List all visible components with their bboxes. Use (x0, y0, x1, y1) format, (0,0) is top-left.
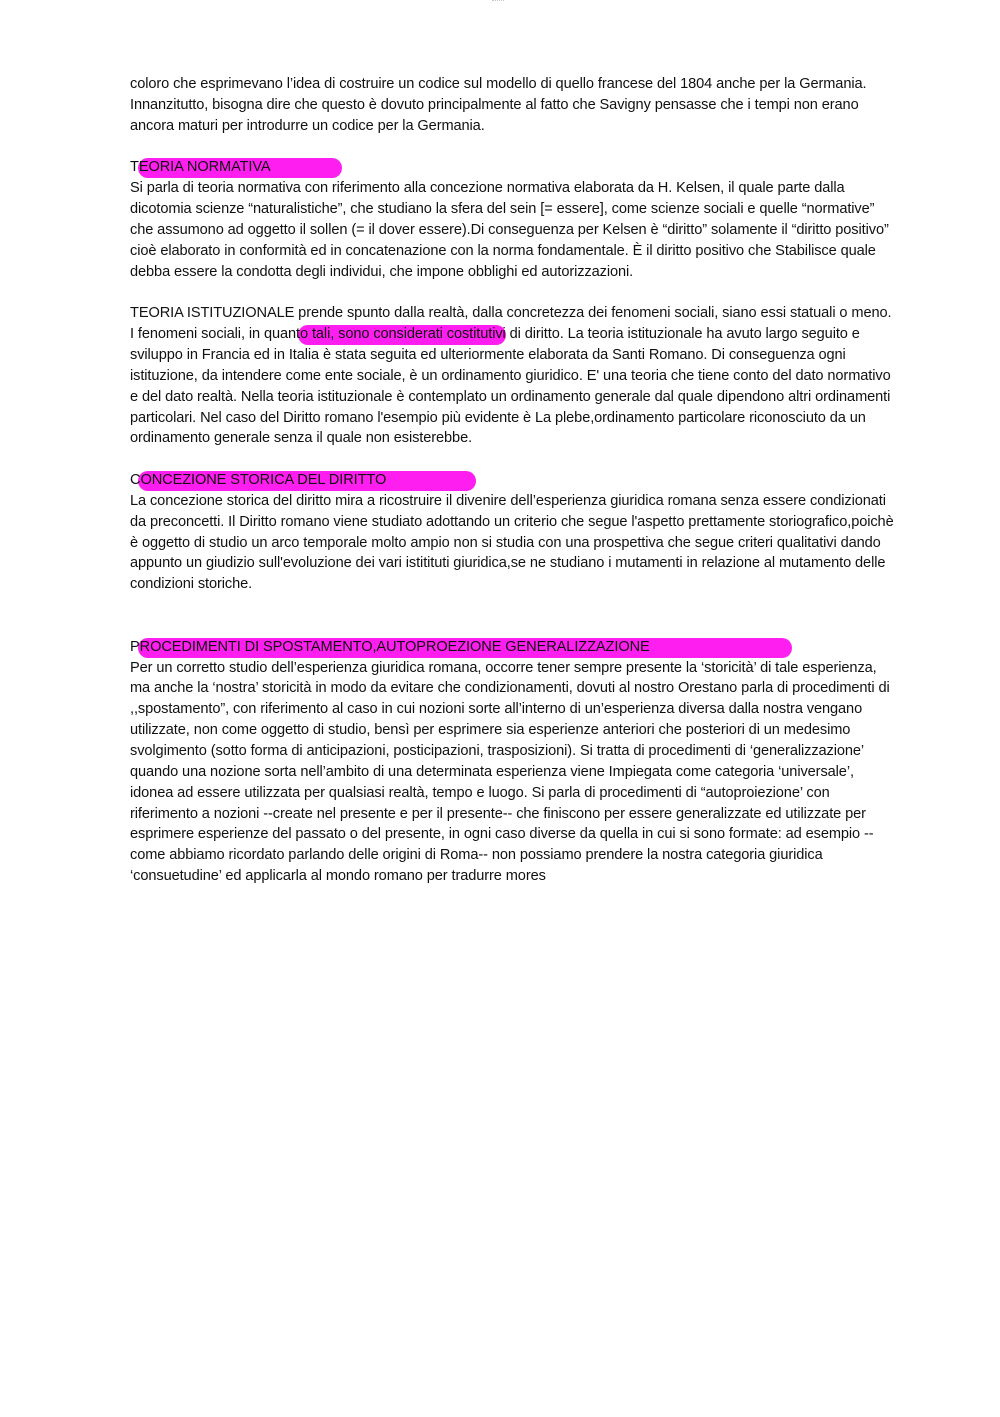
heading-procedimenti (130, 637, 898, 658)
heading-text: TEORIA NORMATIVA (130, 159, 271, 176)
normativa-paragraph: Si parla di teoria normativa con riferimento alla concezione normativa elaborata da H. Kelsen, il quale parte dalla dicotomia scienze “naturalistiche”, che studiano la sfera del sein [= essere], come scienze sociali e quelle “normative” che assumono ad oggetto il sollen (= il dover essere).Di conseguenza per Kelsen è “diritto” solamente il “diritto positivo” cioè elaborato in conformità ed in concatenazione con la norma fondamentale. È il diritto positivo che Stabilisce quale debba essere la condotta degli individui, che impone obblighi ed autorizzazioni. (130, 180, 889, 280)
istituzionale-section (130, 303, 898, 449)
document-body (130, 74, 898, 887)
procedimenti-paragraph: Per un corretto studio dell’esperienza giuridica romana, occorre tener sempre presente la ‘storicità’ di tale esperienza, ma anche la ‘nostra’ storicità in modo da evitare che condizionamenti, dovuti al nostro Orestano parla di procedimenti di ,,spostamento”, con riferimento al caso in cui nozioni sorte all’interno di un’esperienza diversa dalla nostra vengano utilizzate, non come oggetto di studio, bensì per esprimere sia esperienze anteriori che posteriori di un medesimo svolgimento (sotto forma di anticipazioni, posticipazioni, trasposizioni). Si tratta di procedimenti di ‘generalizzazione’ quando una nozione sorta nell’ambito di una determinata esperienza viene Impiegata come categoria ‘universale’, idonea ad essere utilizzata per qualsiasi realtà, tempo e luogo. Si parla di procedimenti di “autoproiezione’ con riferimento a nozioni --create nel presente e per il presente-- che finiscono per essere generalizzate ed utilizzate per esprimere esperienze del passato o del presente, in ogni caso diverse da quella in cui si sono formate: ad esempio --come abbiamo ricordato parlando delle origini di Roma-- non possiamo prendere la nostra categoria giuridica ‘consuetudine’ ed applicarla al mondo romano per tradurre mores (130, 659, 890, 885)
storica-paragraph: La concezione storica del diritto mira a ricostruire il divenire dell’esperienza giuridica romana senza essere condizionati da preconcetti. Il Diritto romano viene studiato adottando un criterio che segue l'aspetto prettamente storiografico,poichè è oggetto di studio un arco temporale molto ampio non si studia con una prospettiva che segue criteri qualitativi dando appunto un giudizio sull'evoluzione dei vari istitituti giuridica,se ne studiano i mutamenti in relazione al mutamento delle condizioni storiche. (130, 492, 894, 593)
heading-teoria-normativa (130, 157, 898, 178)
heading-text: PROCEDIMENTI DI SPOSTAMENTO,AUTOPROEZIONE GENERALIZZAZIONE (130, 638, 650, 655)
paragraph-gap (130, 595, 898, 637)
heading-text: CONCEZIONE STORICA DEL DIRITTO (130, 472, 387, 489)
paragraph-gap (130, 449, 898, 470)
page-top-mark (492, 0, 504, 3)
paragraph-gap (130, 137, 898, 158)
intro-paragraph: coloro che esprimevano l’idea di costruire un codice sul modello di quello francese del 1804 anche per la Germania. Innanzitutto, bisogna dire che questo è dovuto principalmente al fatto che Savigny pensasse che i tempi non erano ancora maturi per introdurre un codice per la Germania. (130, 76, 867, 134)
paragraph-gap (130, 282, 898, 303)
istituzionale-paragraph: TEORIA ISTITUZIONALE prende spunto dalla realtà, dalla concretezza dei fenomeni sociali, siano essi statuali o meno. I fenomeni sociali, in quanto tali, sono considerati costitutivi di diritto. La teoria istituzionale ha avuto largo seguito e sviluppo in Francia ed in Italia è stata seguita ed ulteriormente elaborata da Santi Romano. Di conseguenza ogni istituzione, da intendere come ente sociale, è un ordinamento giuridico. E' una teoria che tiene conto del dato normativo e del dato realtà. Nella teoria istituzionale è contemplato un ordinamento generale dal quale dipendono altri ordinamenti particolari. Nel caso del Diritto romano l'esempio più evidente è La plebe,ordinamento particolare riconosciuto da un ordinamento generale senza il quale non esisterebbe. (130, 305, 892, 447)
heading-concezione-storica (130, 470, 898, 491)
